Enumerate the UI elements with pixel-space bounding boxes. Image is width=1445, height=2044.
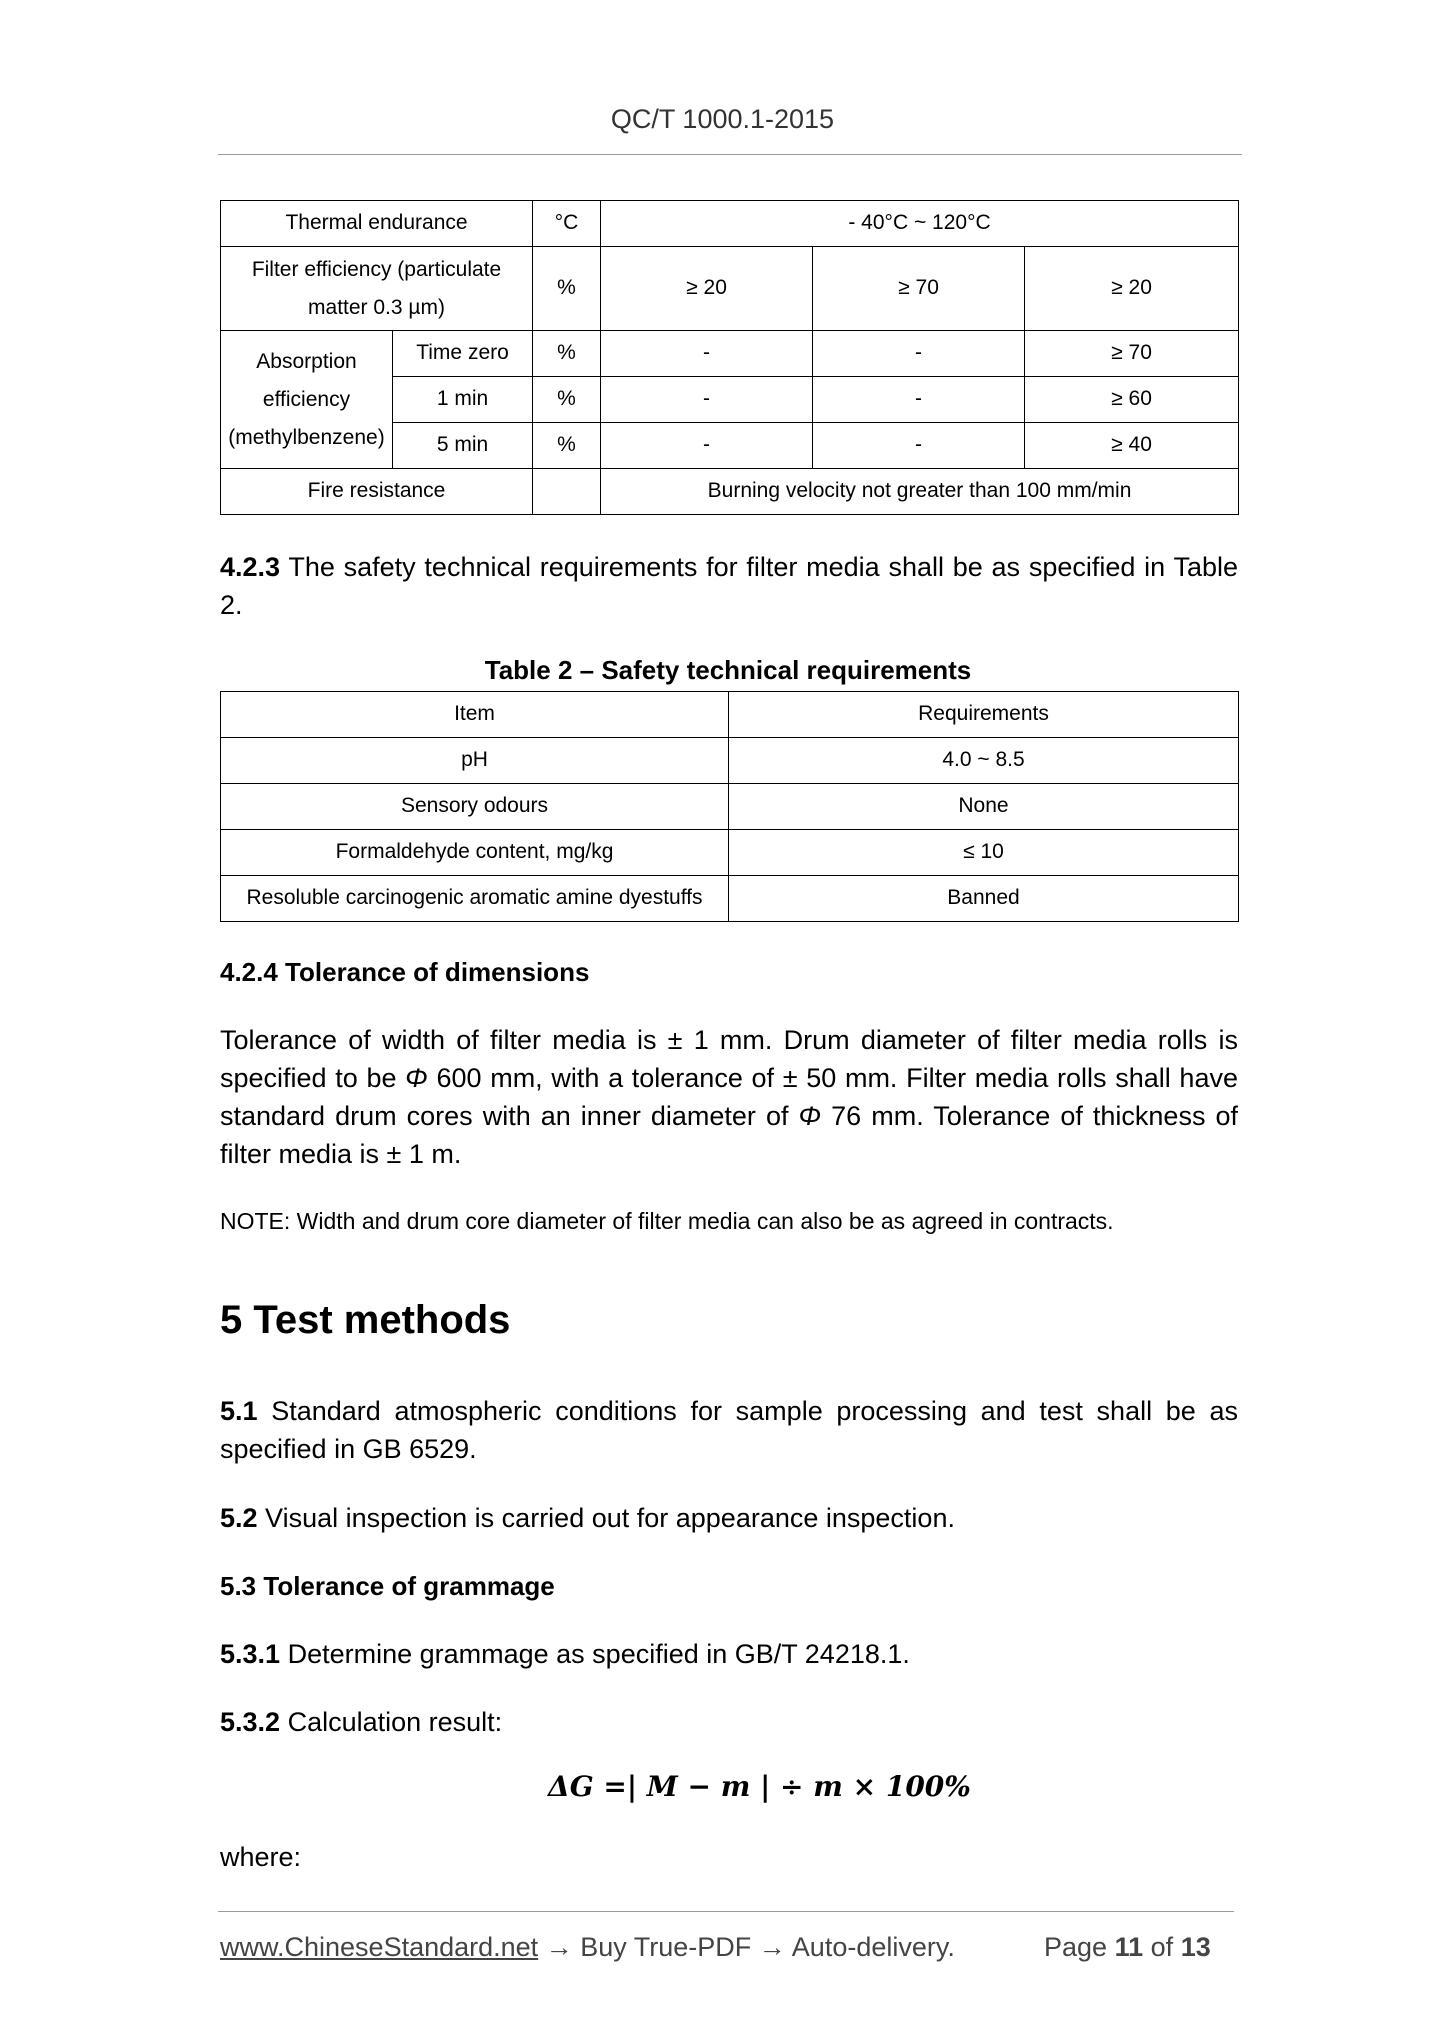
absorption-label-line3: (methylbenzene) [228,425,385,449]
cell-abs-v1: - [601,377,813,423]
cell-item: Formaldehyde content, mg/kg [221,830,729,876]
clause-number: 5.2 [220,1503,258,1533]
cell-thermal-unit: °C [533,201,601,247]
paragraph-5-3-2 [220,1703,1238,1741]
paragraph-text-part3: 76 mm. Tolerance of thickness of filter media is ± 1 m. [220,1101,1238,1169]
table-row [221,469,1239,515]
footer-promo [220,1932,955,1963]
paragraph-text-part2: 600 mm, with a tolerance of ± 50 mm. Filter media rolls shall have standard drum cores with an inner diameter of [220,1063,1238,1131]
table-row [221,784,1239,830]
paragraph-text: The safety technical requirements for filter media shall be as specified in Table 2. [220,552,1238,620]
cell-abs-sub: 5 min [393,423,533,469]
cell-item: pH [221,738,729,784]
table2-caption: Table 2 – Safety technical requirements [484,655,972,685]
footer-divider [218,1911,1234,1912]
column-header-item: Item [221,692,729,738]
paragraph-tolerance-dimensions [220,1021,1238,1173]
cell-fire-item: Fire resistance [221,469,533,515]
cell-item: Sensory odours [221,784,729,830]
paragraph-text: Calculation result: [280,1707,503,1737]
paragraph-text: Visual inspection is carried out for appearance inspection. [257,1503,955,1533]
cell-item: Resoluble carcinogenic aromatic amine dyestuffs [221,876,729,922]
grammage-formula: ΔG =| M − m | ÷ m × 100% [548,1770,971,1803]
paragraph-text: Standard atmospheric conditions for sample processing and test shall be as specified in GB 6529. [220,1396,1238,1464]
table-row [221,201,1239,247]
cell-abs-v1: - [601,423,813,469]
auto-delivery-text: Auto-delivery. [791,1932,955,1962]
cell-abs-v1: - [601,331,813,377]
of-label: of [1150,1932,1174,1962]
paragraph-5-1 [220,1392,1238,1468]
cell-filter-v2: ≥ 70 [813,247,1025,331]
cell-abs-unit: % [533,377,601,423]
cell-abs-v3: ≥ 70 [1025,331,1239,377]
table-row [221,830,1239,876]
cell-abs-v2: - [813,377,1025,423]
cell-abs-v3: ≥ 40 [1025,423,1239,469]
cell-requirement: None [729,784,1239,830]
buy-true-pdf-text: Buy True-PDF [580,1932,752,1962]
cell-fire-value: Burning velocity not greater than 100 mm/min [601,469,1239,515]
header-divider [218,154,1242,155]
clause-number: 5.1 [220,1396,258,1426]
cell-requirement: Banned [729,876,1239,922]
section-heading-5-3: 5.3 Tolerance of grammage [220,1571,555,1601]
clause-number: 5.3.1 [220,1639,281,1669]
chinesestandard-link[interactable]: www.ChineseStandard.net [220,1932,539,1962]
current-page: 11 [1114,1932,1144,1962]
clause-number: 4.2.3 [220,552,281,582]
filter-item-line2: matter 0.3 µm) [308,295,445,319]
performance-requirements-table [220,200,1239,515]
cell-abs-v3: ≥ 60 [1025,377,1239,423]
phi-symbol: Φ [798,1101,822,1131]
cell-abs-unit: % [533,331,601,377]
section-heading-5: 5 Test methods [220,1298,511,1342]
paragraph-5-2 [220,1499,1238,1537]
cell-thermal-item: Thermal endurance [221,201,533,247]
cell-requirement: ≤ 10 [729,830,1239,876]
absorption-label-line1: Absorption [256,349,357,373]
cell-requirement: 4.0 ~ 8.5 [729,738,1239,784]
absorption-label-line2: efficiency [262,387,351,411]
arrow-right-icon: → [758,1932,786,1962]
table-header-row [221,692,1239,738]
table-row [221,876,1239,922]
filter-item-line1: Filter efficiency (particulate [251,257,502,281]
paragraph-text: Determine grammage as specified in GB/T 24218.1. [280,1639,910,1669]
cell-fire-unit [533,469,601,515]
paragraph-5-3-1 [220,1635,1238,1673]
page-label: Page [1044,1932,1108,1962]
cell-abs-sub: Time zero [393,331,533,377]
total-pages: 13 [1180,1932,1211,1962]
table-row [221,331,1239,377]
table-row [221,738,1239,784]
cell-thermal-value: - 40°C ~ 120°C [601,201,1239,247]
where-label: where: [220,1842,302,1872]
document-header-title: QC/T 1000.1-2015 [610,104,835,134]
phi-symbol: Φ [405,1063,428,1093]
cell-abs-v2: - [813,331,1025,377]
table-row [221,247,1239,331]
column-header-requirements: Requirements [729,692,1239,738]
safety-requirements-table [220,691,1239,922]
cell-filter-v1: ≥ 20 [601,247,813,331]
cell-filter-unit: % [533,247,601,331]
note-text: NOTE: Width and drum core diameter of filter media can also be as agreed in contracts. [220,1208,1114,1234]
cell-filter-item [221,247,533,331]
cell-absorption-label [221,331,393,469]
page-number [1044,1932,1211,1963]
paragraph-text-part1: Tolerance of width of filter media is ± 1 mm. Drum diameter of filter media rolls is specified to be [220,1025,1238,1093]
section-heading-4-2-4: 4.2.4 Tolerance of dimensions [220,957,590,987]
cell-abs-sub: 1 min [393,377,533,423]
cell-abs-unit: % [533,423,601,469]
arrow-right-icon: → [545,1932,573,1962]
cell-abs-v2: - [813,423,1025,469]
clause-number: 5.3.2 [220,1707,281,1737]
cell-filter-v3: ≥ 20 [1025,247,1239,331]
paragraph-4-2-3 [220,548,1238,624]
